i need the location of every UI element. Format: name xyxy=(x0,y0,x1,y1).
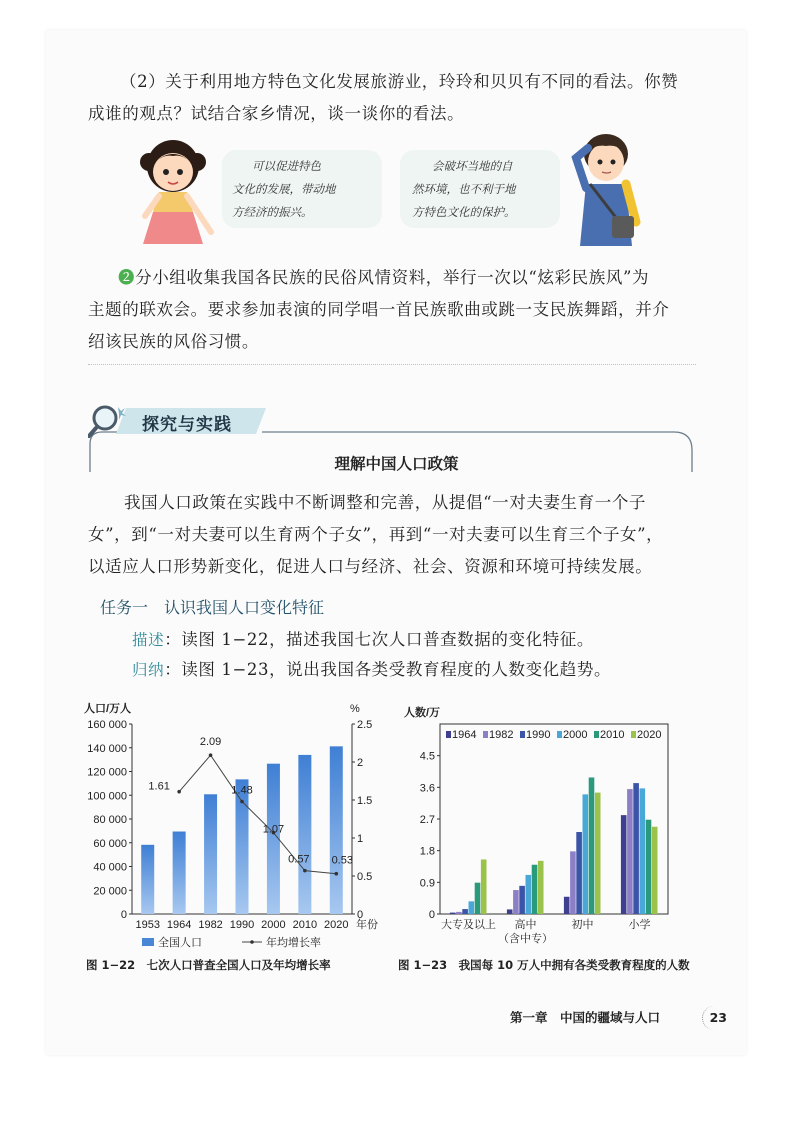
activity2-line1 xyxy=(118,262,718,294)
growth-rate-label: 0.57 xyxy=(288,853,310,866)
growth-rate-point xyxy=(303,869,307,873)
education-bar xyxy=(532,865,538,914)
caption-fig-1-22: 图 1−22 七次人口普查全国人口及年均增长率 xyxy=(86,958,331,972)
education-bar xyxy=(576,832,582,914)
section-subtitle: 理解中国人口政策 xyxy=(334,455,459,473)
x-tick-label: 2020 xyxy=(324,919,349,931)
x-tick-label: 1982 xyxy=(198,919,223,931)
education-bar xyxy=(450,913,456,914)
y-tick-label: 40 000 xyxy=(93,861,127,874)
y-tick-label: 100 000 xyxy=(87,790,127,803)
education-bar xyxy=(481,859,487,914)
legend-swatch xyxy=(520,731,525,738)
girl-illustration xyxy=(135,136,215,248)
summarize-line xyxy=(132,654,732,686)
population-bar xyxy=(204,794,217,914)
population-chart xyxy=(82,698,392,953)
x-tick-label: 1964 xyxy=(166,919,192,931)
growth-rate-label: 1.61 xyxy=(148,780,170,793)
describe-text: ：读图 1−22，描述我国七次人口普查数据的变化特征。 xyxy=(164,630,594,649)
legend-rate-label: 年均增长率 xyxy=(266,937,321,949)
activity2-line3: 绍该民族的风俗习惯。 xyxy=(88,332,259,351)
task-title: 任务一 认识我国人口变化特征 xyxy=(100,598,325,617)
x-axis-title: 年份 xyxy=(356,919,378,931)
education-bar xyxy=(538,861,544,914)
education-bar xyxy=(595,793,601,914)
caption-fig-1-23: 图 1−23 我国每 10 万人中拥有各类受教育程度的人数 xyxy=(398,958,690,972)
y2-tick-label: 0 xyxy=(357,909,364,921)
y2-tick-label: 2 xyxy=(357,757,364,769)
growth-rate-label: 1.07 xyxy=(262,823,285,836)
education-bar xyxy=(570,851,576,914)
growth-rate-point xyxy=(177,790,181,794)
y2-tick-label: 1 xyxy=(357,833,364,845)
population-bar xyxy=(236,779,249,914)
category-label: 小学 xyxy=(628,919,651,931)
bubble-right-line3: 方特色文化的保护。 xyxy=(412,205,516,219)
education-bar xyxy=(469,901,475,914)
category-label: 初中 xyxy=(571,919,594,931)
education-bar xyxy=(652,827,658,914)
y2-axis-title: % xyxy=(350,703,360,715)
legend-label: 2020 xyxy=(637,729,662,741)
legend-label: 1990 xyxy=(526,729,551,741)
x-tick-label: 2000 xyxy=(261,919,286,931)
y-tick-label: 2.7 xyxy=(419,814,435,826)
describe-label: 描述 xyxy=(132,631,165,649)
x-tick-label: 1953 xyxy=(135,919,160,931)
y-tick-label: 20 000 xyxy=(93,885,127,898)
education-bar xyxy=(621,815,627,914)
bubble-left-line1: 可以促进特色 xyxy=(252,159,321,173)
education-bar xyxy=(519,886,525,914)
education-bar xyxy=(583,794,589,914)
legend-swatch xyxy=(446,731,451,738)
legend-label: 1982 xyxy=(489,729,514,741)
y-tick-label: 140 000 xyxy=(87,742,127,755)
y-tick-label: 1.8 xyxy=(419,845,435,858)
speech-bubble-left xyxy=(222,150,382,228)
growth-rate-point xyxy=(209,753,213,757)
growth-rate-point xyxy=(240,800,244,804)
legend-swatch xyxy=(557,731,562,738)
education-bar xyxy=(633,783,639,914)
y-axis-title: 人口/万人 xyxy=(84,703,132,715)
category-sub-label: （含中专） xyxy=(498,933,553,945)
legend-swatch xyxy=(594,731,599,738)
y-tick-label: 120 000 xyxy=(87,766,127,779)
page-number: 23 xyxy=(702,1006,727,1030)
education-chart xyxy=(400,698,700,953)
category-label: 大专及以上 xyxy=(441,919,496,931)
education-bar xyxy=(475,883,481,914)
legend-label: 1964 xyxy=(452,729,477,741)
education-bar xyxy=(627,789,633,914)
legend-population-label: 全国人口 xyxy=(158,937,202,949)
y-tick-label: 3.6 xyxy=(419,782,435,795)
education-bar xyxy=(462,909,468,914)
activity2-line1-text: 分小组收集我国各民族的民俗风情资料，举行一次以“炫彩民族风”为 xyxy=(135,268,650,287)
intro-line2: 女”，到“一对夫妻可以生育两个子女”，再到“一对夫妻可以生育三个子女”， xyxy=(88,525,664,544)
education-bar xyxy=(513,890,519,914)
education-bar xyxy=(640,788,646,914)
education-bar xyxy=(564,897,570,914)
population-bar xyxy=(298,755,311,914)
legend-rate-dot xyxy=(250,940,254,944)
y2-tick-label: 0.5 xyxy=(357,871,373,883)
section-title: 探究与实践 xyxy=(142,415,232,435)
describe-line xyxy=(132,624,732,656)
y-tick-label: 4.5 xyxy=(419,750,435,763)
intro-line1: 我国人口政策在实践中不断调整和完善，从提倡“一对夫妻生育一个子 xyxy=(124,493,647,512)
y2-tick-label: 2.5 xyxy=(357,719,373,731)
legend-swatch xyxy=(631,731,636,738)
population-bar xyxy=(141,845,154,914)
intro-line3: 以适应人口形势新变化，促进人口与经济、社会、资源和环境可持续发展。 xyxy=(88,557,653,576)
summarize-text: ：读图 1−23，说出我国各类受教育程度的人数变化趋势。 xyxy=(164,660,612,679)
population-bar xyxy=(330,746,343,914)
y-tick-label: 0.9 xyxy=(419,877,435,890)
bubble-left-line2: 文化的发展，带动地 xyxy=(232,182,336,196)
growth-rate-point xyxy=(334,872,338,876)
population-bar xyxy=(173,832,186,914)
footer-chapter: 第一章 中国的疆域与人口 xyxy=(510,1010,661,1025)
growth-rate-label: 1.48 xyxy=(231,784,253,797)
education-bar xyxy=(526,875,532,914)
legend-swatch xyxy=(483,731,488,738)
education-bar xyxy=(507,909,513,914)
bubble-right-line2: 然环境，也不利于地 xyxy=(412,182,516,196)
legend-label: 2010 xyxy=(600,729,625,741)
activity2-badge: ❷ xyxy=(118,268,136,287)
education-bar xyxy=(589,777,595,914)
y-tick-label: 160 000 xyxy=(87,719,127,731)
legend-label: 2000 xyxy=(563,729,588,741)
education-bar xyxy=(646,820,652,914)
magnifier-icon xyxy=(88,403,128,439)
summarize-label: 归纳 xyxy=(132,661,165,679)
category-label: 高中 xyxy=(514,919,537,931)
x-tick-label: 1990 xyxy=(229,919,255,931)
y-tick-label: 80 000 xyxy=(93,814,127,826)
x-tick-label: 2010 xyxy=(292,919,318,931)
y-tick-label: 0 xyxy=(428,909,435,921)
bubble-right-line1: 会破坏当地的自 xyxy=(432,159,513,173)
y2-tick-label: 1.5 xyxy=(357,795,373,807)
divider xyxy=(88,364,696,365)
boy-illustration xyxy=(566,128,646,248)
q2-line2: 成谁的观点？试结合家乡情况，谈一谈你的看法。 xyxy=(88,104,465,123)
growth-rate-label: 0.53 xyxy=(331,854,353,867)
bubble-left-line3: 方经济的振兴。 xyxy=(232,205,313,219)
growth-rate-label: 2.09 xyxy=(199,736,222,749)
growth-rate-line xyxy=(179,755,336,874)
y-axis-title: 人数/万 xyxy=(404,707,441,719)
legend-population-swatch xyxy=(142,938,154,946)
speech-bubble-right xyxy=(400,150,560,228)
q2-line1: （2）关于利用地方特色文化发展旅游业，玲玲和贝贝有不同的看法。你赞 xyxy=(120,72,679,91)
activity2-line2: 主题的联欢会。要求参加表演的同学唱一首民族歌曲或跳一支民族舞蹈，并介 xyxy=(88,300,670,319)
y-tick-label: 0 xyxy=(120,909,127,921)
education-bar xyxy=(456,912,462,914)
y-tick-label: 60 000 xyxy=(93,837,127,850)
